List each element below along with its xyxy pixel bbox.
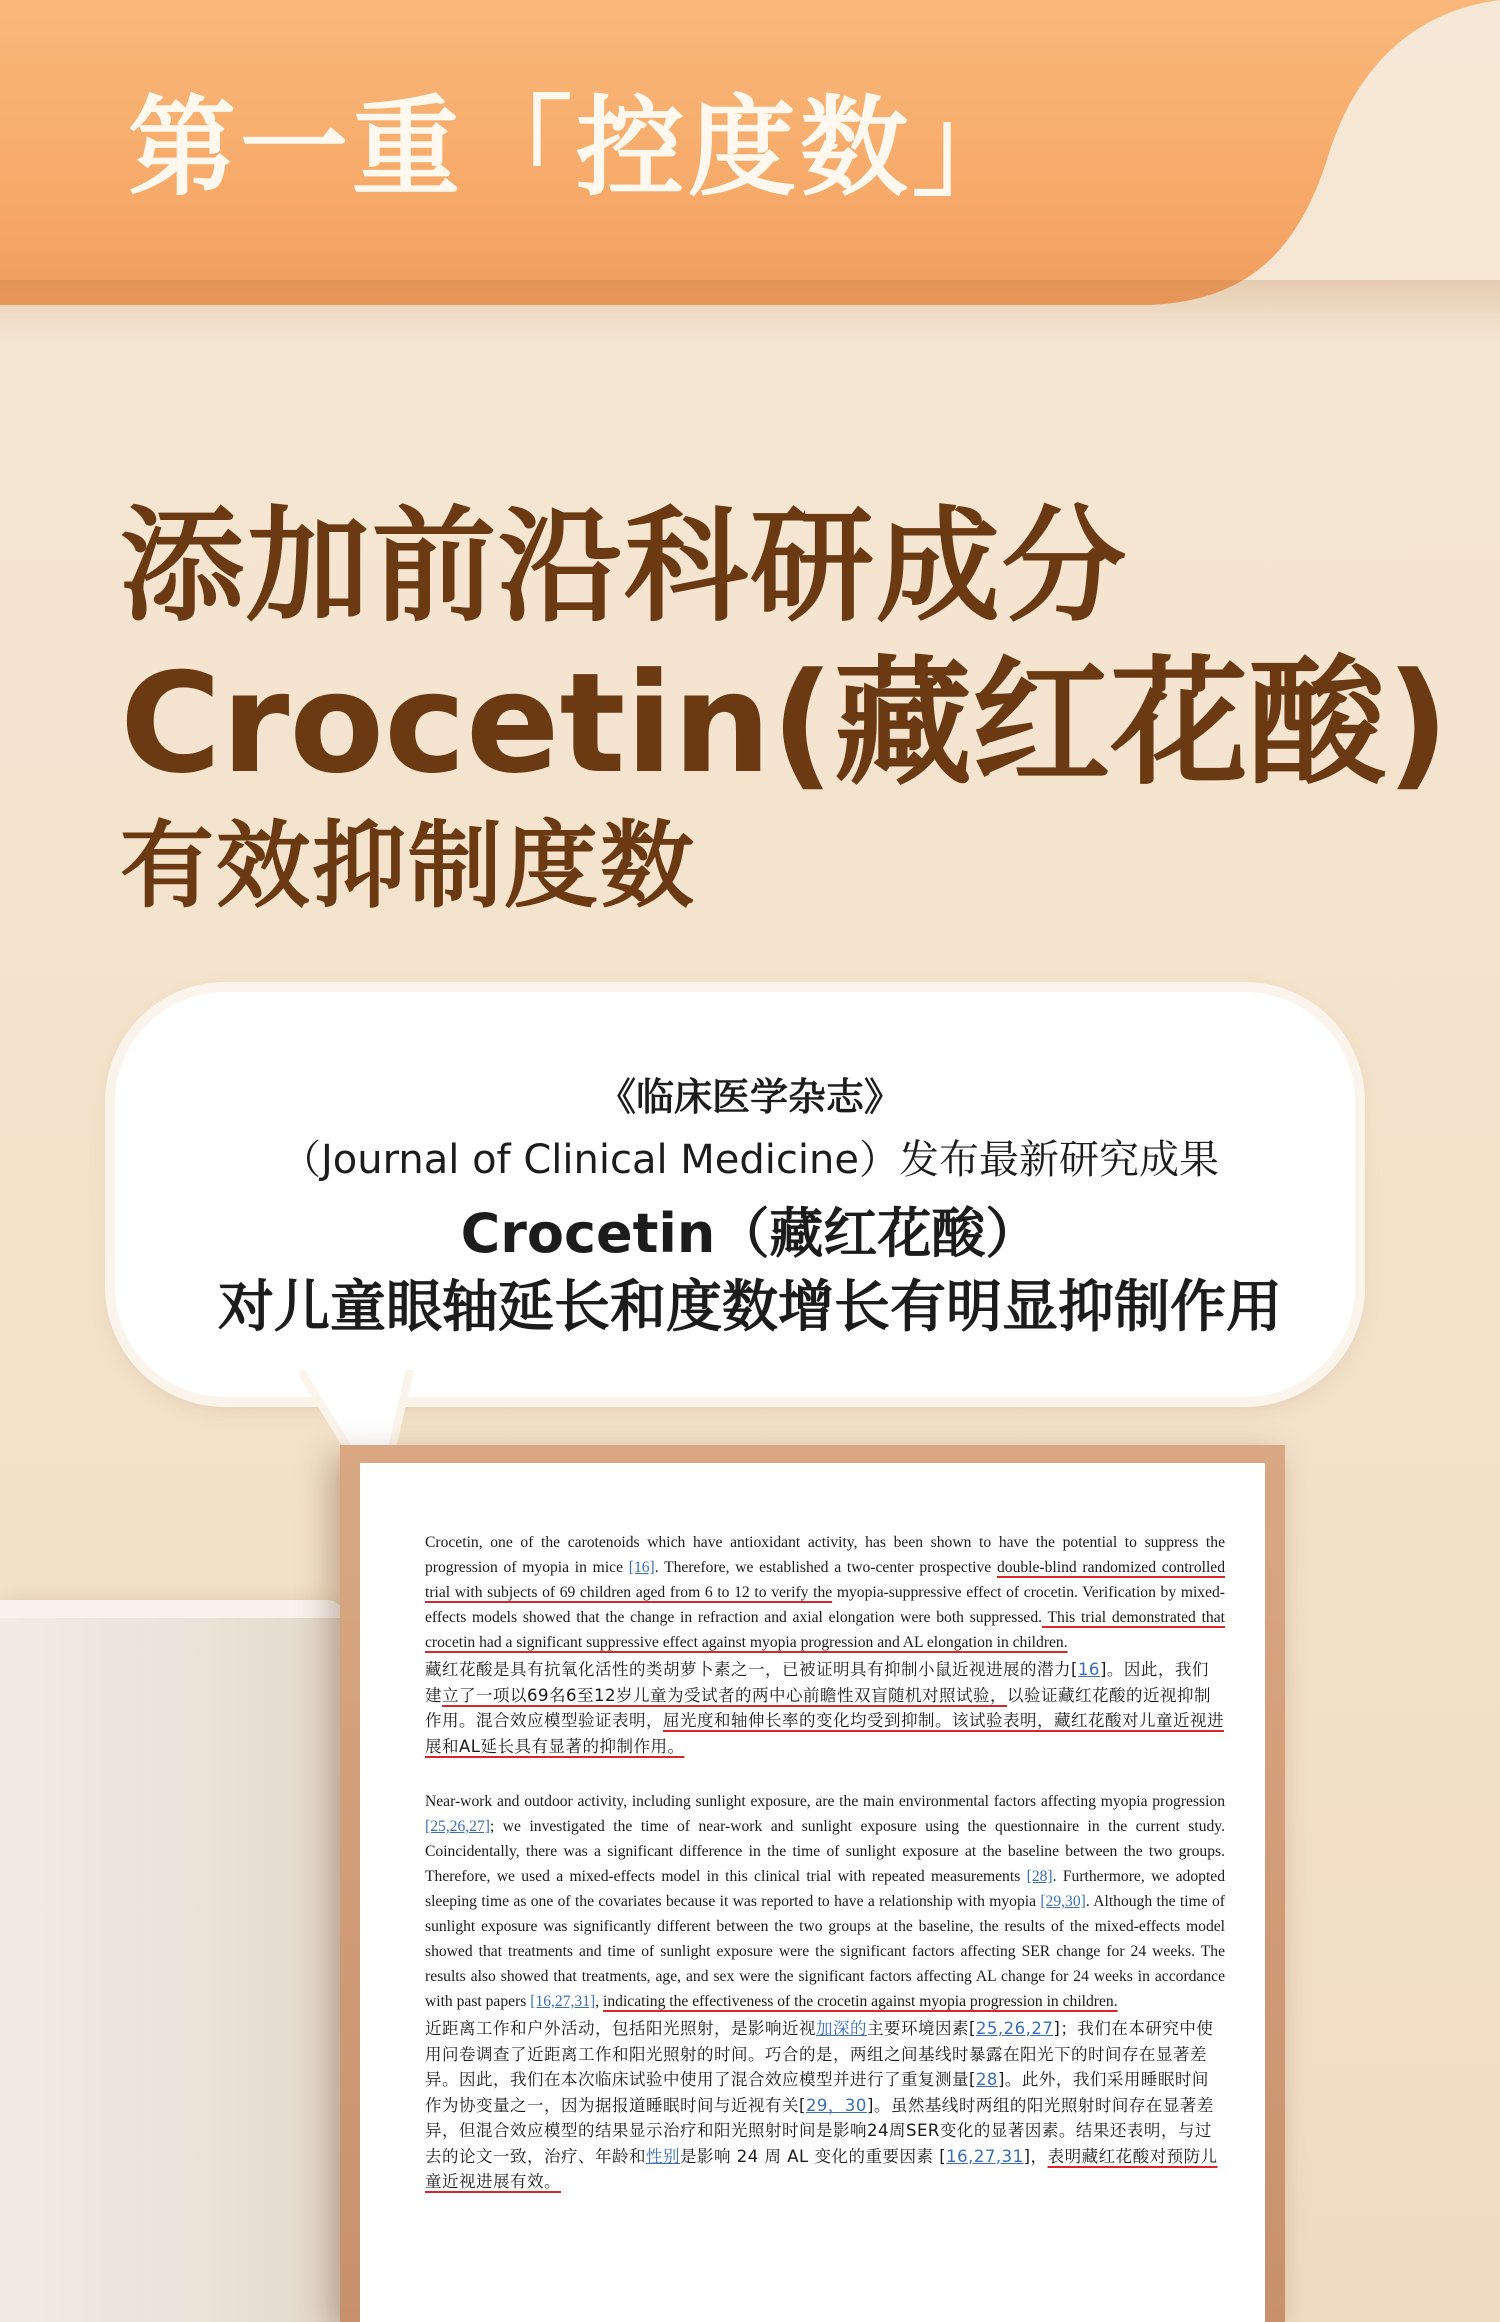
text: ]。因此，我们建 [425, 1660, 1209, 1705]
highlight: 屈光度和轴伸长率的变化均受到抑制。该试验表明，藏红花酸对儿童近视进展和AL延长具有显著的抑制作用。 [425, 1711, 1224, 1756]
study-finding: 对儿童眼轴延长和度数增长有明显抑制作用 [218, 1275, 1282, 1340]
paragraph-1-zh [425, 1657, 1225, 1759]
headline-line-2: Crocetin(藏红花酸) [120, 643, 1450, 804]
text: 近距离工作和户外活动，包括阳光照射，是影响近视 [425, 2019, 816, 2038]
citation-link[interactable]: [29,30] [1040, 1893, 1086, 1910]
section-title: 第一重「控度数」 [128, 86, 1025, 211]
citation-link[interactable]: [16,27,31] [530, 1993, 596, 2010]
citation-link[interactable]: 29，30 [805, 2095, 867, 2115]
highlight: indicating the effectiveness of the crocetin against myopia progression in children. [603, 1993, 1118, 2010]
citation-link[interactable]: 16 [1077, 1660, 1100, 1679]
citation-link[interactable]: [16] [628, 1559, 655, 1576]
ingredient-name: Crocetin（藏红花酸） [460, 1202, 1040, 1265]
pedestal-top [0, 1600, 345, 1618]
citation-link[interactable]: 16,27,31 [946, 2146, 1024, 2166]
journal-name-en: （Journal of Clinical Medicine）发布最新研究成果 [281, 1137, 1219, 1183]
citation-link[interactable]: [28] [1026, 1868, 1053, 1885]
text: . Therefore, we established a two-center prospective [654, 1559, 997, 1576]
headline-line-3: 有效抑制度数 [120, 812, 697, 921]
citation-link[interactable]: 28 [975, 2070, 998, 2089]
highlight: 立了一项以69名6至12岁儿童为受试者的两中心前瞻性双盲随机对照试验， [442, 1685, 1007, 1705]
text: Near-work and outdoor activity, including sunlight exposure, are the main environmental factors affecting myopia progression [425, 1793, 1225, 1810]
text: 是影响 24 周 AL 变化的重要因素 [ [680, 2146, 947, 2166]
headline-line-1: 添加前沿科研成分 [120, 495, 1129, 639]
text: ]， [1023, 2146, 1048, 2166]
pedestal [0, 1600, 345, 2322]
journal-name-cn: 《临床医学杂志》 [597, 1075, 902, 1119]
text: ; we investigated the time of near-work and sunlight exposure using the questionnaire in the current study. Coincidentally, there was a significant difference in the time of sunlight exposure at the baseline between the two groups. Therefore, we used a mixed-effects model in this clinical trial with repeated measurements [425, 1818, 1225, 1885]
highlight: 表明藏红花酸对预防儿童近视进展有效。 [425, 2146, 1218, 2191]
paragraph-2-zh [425, 2016, 1225, 2195]
paper-excerpt [425, 1530, 1225, 2195]
text: myopia-suppressive effect of crocetin. Verification by mixed-effects models showed that the change in refraction and axial elongation were both suppressed. [425, 1584, 1225, 1626]
spacer [425, 1759, 1225, 1789]
text: . Although the time of sunlight exposure was significantly different between the two groups at the baseline, the results of the mixed-effects model showed that treatments and time of sunlight exposure were the significant factors affecting SER change for 24 weeks. The results also showed that treatments, age, and sex were the significant factors affecting AL change for 24 weeks in accordance with past papers [425, 1893, 1225, 2010]
paragraph-1-en [425, 1530, 1225, 1655]
banner-shadow [0, 280, 1500, 340]
paragraph-2-en [425, 1789, 1225, 2014]
citation-link[interactable]: 25,26,27 [975, 2019, 1054, 2038]
text: , [595, 1993, 604, 2010]
text: ]。虽然基线时两组的阳光照射时间存在显著差异，但混合效应模型的结果显示治疗和阳光照射时间是影响24周SER变化的显著因素。结果还表明 [425, 2095, 1214, 2140]
text: 主要环境因素[ [867, 2019, 976, 2038]
term-link[interactable]: 性别 [646, 2146, 680, 2166]
text: ，与过去的论文一致，治疗、年龄和 [425, 2121, 1212, 2166]
term-link[interactable]: 加深的 [816, 2019, 867, 2038]
text: ]；我们在本研究中使用问卷调查了近距离工作和阳光照射的时间。巧合的是，两组之间基线时暴露在阳光下的时间存在显著差异。因此，我们在本次临床试验中使用了混合效应模型并进行了重复测量[ [425, 2019, 1214, 2089]
text: 以验证藏红花酸的近视抑制作用。混合效应模型验证表明， [425, 1685, 1211, 1730]
citation-link[interactable]: [25,26,27] [425, 1818, 490, 1835]
text: . Furthermore, we adopted sleeping time as one of the covariates because it was reported to have a relationship with myopia [425, 1868, 1225, 1910]
text: 藏红花酸是具有抗氧化活性的类胡萝卜素之一，已被证明具有抑制小鼠近视进展的潜力[ [425, 1660, 1078, 1679]
text: ]。此外，我们采用睡眠时间作为协变量之一，因为据报道睡眠时间与近视有关[ [425, 2070, 1209, 2115]
text: Crocetin, one of the carotenoids which have antioxidant activity, has been shown to have the potential to suppress the progression of myopia in mice [425, 1534, 1225, 1576]
highlight: double-blind randomized controlled trial with subjects of 69 children aged from 6 to 12 to verify the [425, 1559, 1225, 1601]
highlight: This trial demonstrated that crocetin had a significant suppressive effect against myopia progression and AL elongation in children. [425, 1609, 1225, 1651]
